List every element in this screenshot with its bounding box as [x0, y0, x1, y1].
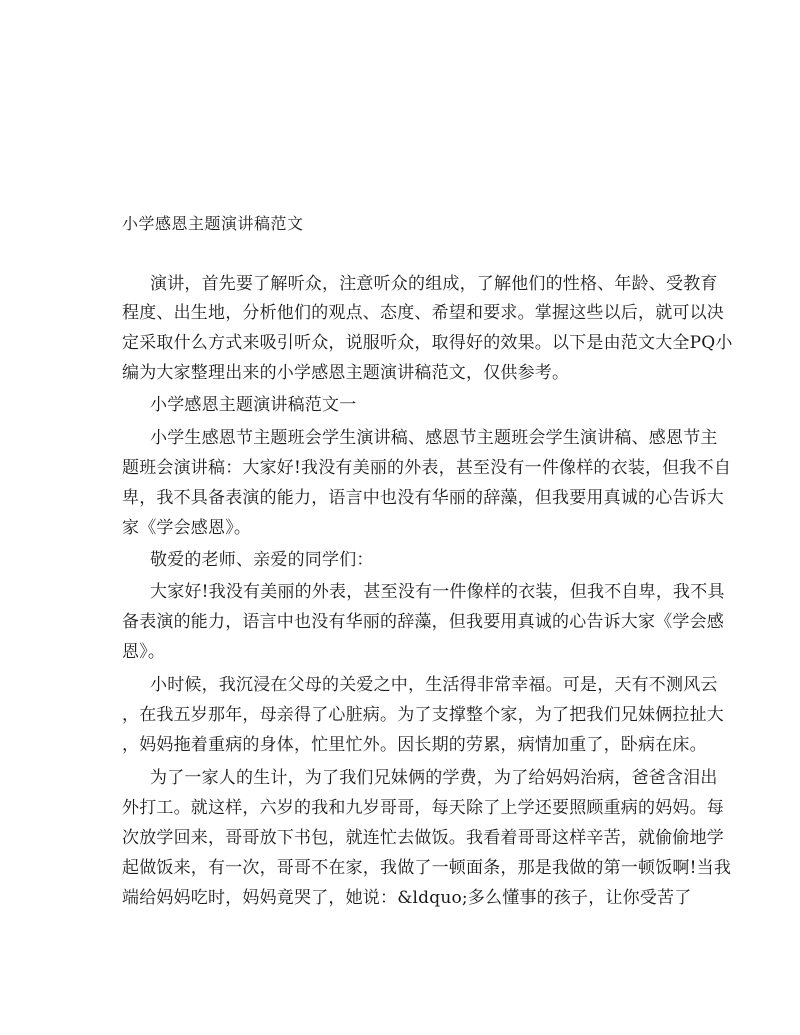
paragraph-line: 起做饭来，有一次，哥哥不在家，我做了一顿面条，那是我做的第一顿饭啊!当我 — [122, 858, 732, 878]
paragraph-line: 编为大家整理出来的小学感恩主题演讲稿范文，仅供参考。 — [122, 363, 570, 383]
section-heading: 小学感恩主题演讲稿范文一 — [150, 395, 357, 415]
paragraph-line: 外打工。就这样，六岁的我和九岁哥哥，每天除了上学还要照顾重病的妈妈。每 — [122, 798, 724, 818]
paragraph-line: 卑，我不具备表演的能力，语言中也没有华丽的辞藻，但我要用真诚的心告诉大 — [122, 488, 724, 508]
paragraph-line: 定采取什么方式来吸引听众，说服听众，取得好的效果。以下是由范文大全PQ小 — [122, 333, 733, 353]
paragraph-line: 端给妈妈吃时，妈妈竟哭了，她说：&ldquo;多么懂事的孩子，让你受苦了 — [122, 888, 692, 908]
paragraph-line: 次放学回来，哥哥放下书包，就连忙去做饭。我看着哥哥这样辛苦，就偷偷地学 — [122, 828, 724, 848]
paragraph-line: 恩》。 — [122, 642, 166, 662]
salutation-line: 敬爱的老师、亲爱的同学们： — [150, 550, 374, 570]
paragraph-line: ，在我五岁那年，母亲得了心脏病。为了支撑整个家，为了把我们兄妹俩拉扯大 — [122, 705, 724, 725]
paragraph-line: 演讲，首先要了解听众，注意听众的组成，了解他们的性格、年龄、受教育 — [150, 274, 718, 294]
paragraph-line: 小学生感恩节主题班会学生演讲稿、感恩节主题班会学生演讲稿、感恩节主 — [150, 428, 718, 448]
paragraph-line: 小时候，我沉浸在父母的关爱之中，生活得非常幸福。可是，天有不测风云 — [150, 675, 718, 695]
paragraph-line: 程度、出生地，分析他们的观点、态度、希望和要求。掌握这些以后，就可以决 — [122, 303, 724, 323]
paragraph-line: 题班会演讲稿：大家好!我没有美丽的外表，甚至没有一件像样的衣装，但我不自 — [122, 458, 732, 478]
paragraph-line: 备表演的能力，语言中也没有华丽的辞藻，但我要用真诚的心告诉大家《学会感 — [122, 612, 724, 632]
paragraph-line: 为了一家人的生计，为了我们兄妹俩的学费，为了给妈妈治病，爸爸含泪出 — [150, 768, 718, 788]
paragraph-line: 大家好!我没有美丽的外表，甚至没有一件像样的衣装，但我不自卑，我不具 — [150, 582, 725, 602]
document-title: 小学感恩主题演讲稿范文 — [122, 214, 304, 233]
paragraph-line: ，妈妈拖着重病的身体，忙里忙外。因长期的劳累，病情加重了，卧病在床。 — [122, 735, 707, 755]
paragraph-line: 家《学会感恩》。 — [122, 518, 252, 538]
